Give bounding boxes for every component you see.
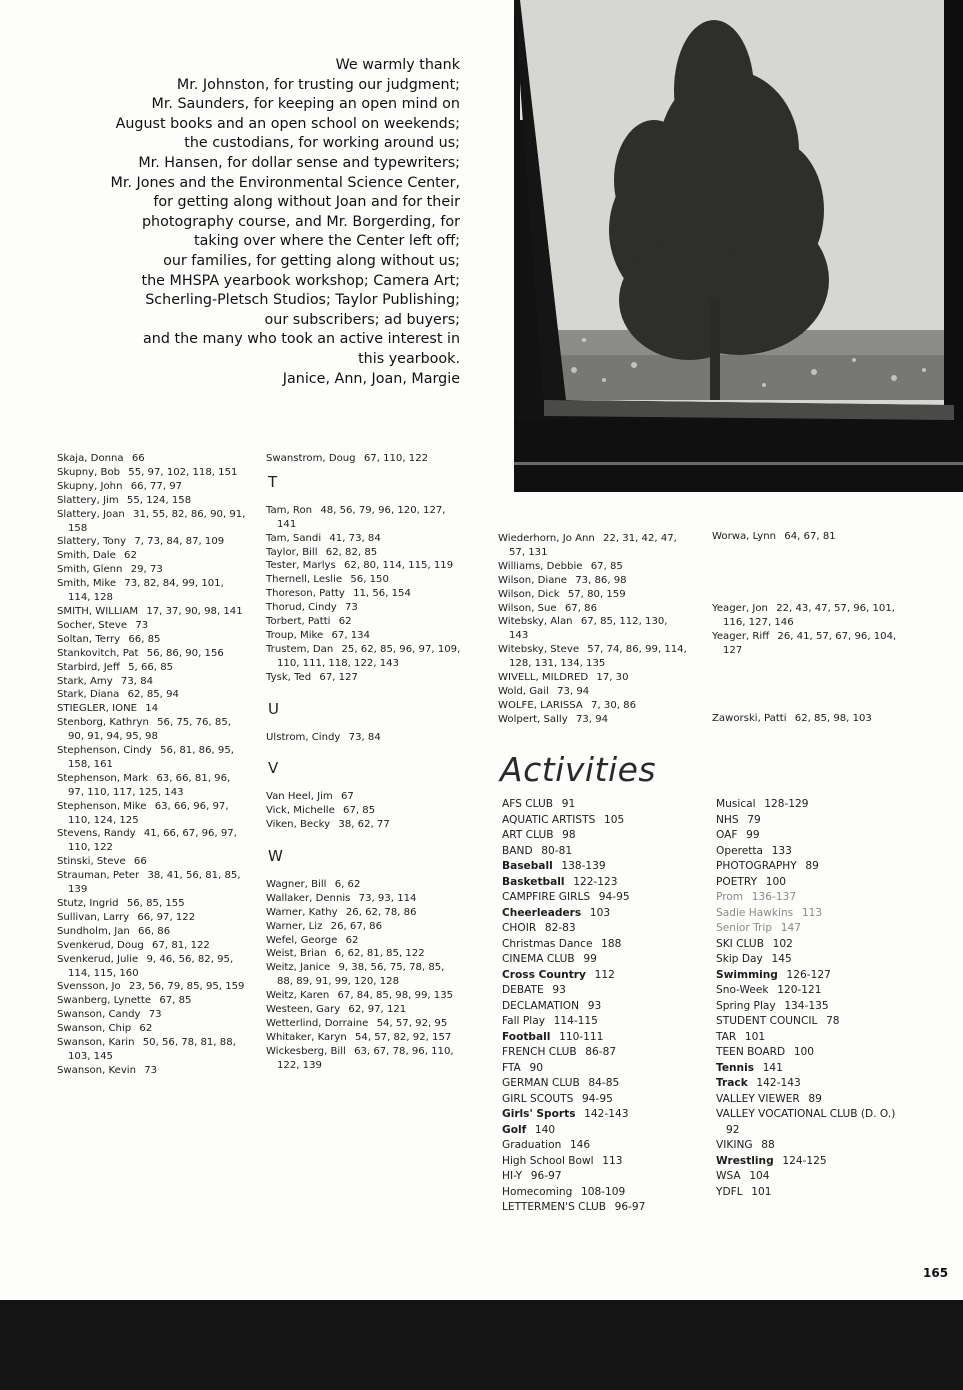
- activity-entry: [502, 1169, 697, 1185]
- window-tree-photo: [514, 0, 963, 492]
- index-entry: Socher, Steve 73: [57, 619, 149, 631]
- index-entry: Weitz, Karen 67, 84, 85, 98, 99, 135: [266, 990, 454, 1002]
- activity-name: FTA: [502, 1061, 521, 1074]
- acknowledgement-line: for getting along without Joan and for their: [153, 194, 460, 211]
- activity-name: Senior Trip: [716, 922, 773, 934]
- index-column-4-middle: [712, 602, 902, 658]
- index-entry: Skaja, Donna 66: [57, 453, 145, 464]
- index-entry: Torbert, Patti 62: [266, 616, 352, 628]
- activity-name: Golf: [502, 1123, 527, 1136]
- activity-entry: [502, 1185, 697, 1201]
- index-entry: Weitz, Janice 9, 38, 56, 75, 78, 85, 88, 89, 91, 99, 120, 128: [266, 962, 445, 988]
- index-entry: Stark, Diana 62, 85, 94: [57, 689, 179, 701]
- activity-entry: [716, 875, 916, 891]
- index-entry: Swanson, Candy 73: [57, 1009, 162, 1021]
- index-entry: Wefel, George 62: [266, 934, 359, 946]
- activity-name: BAND: [502, 844, 533, 857]
- acknowledgement-text: [20, 56, 460, 389]
- activity-pages: 138-139: [552, 860, 606, 872]
- activity-name: Track: [716, 1077, 748, 1089]
- activity-entry: [716, 813, 916, 829]
- activity-pages: 188: [592, 937, 622, 950]
- acknowledgement-line: the custodians, for working around us;: [184, 135, 460, 152]
- activity-entry: [716, 1138, 916, 1154]
- index-entry: Stinski, Steve 66: [57, 856, 147, 868]
- activity-pages: 113: [593, 1154, 623, 1167]
- index-entry: Stephenson, Cindy 56, 81, 86, 95, 158, 161: [57, 745, 234, 770]
- activity-pages: 108-109: [572, 1185, 626, 1198]
- index-entry: Starbird, Jeff 5, 66, 85: [57, 661, 174, 673]
- activity-name: TAR: [716, 1030, 737, 1043]
- activity-pages: 101: [736, 1030, 766, 1043]
- index-entry: Swanstrom, Doug 67, 110, 122: [266, 453, 429, 464]
- activity-entry: [716, 859, 916, 875]
- acknowledgement-line: photography course, and Mr. Borgerding, for: [141, 213, 460, 230]
- index-entry: Swanson, Kevin 73: [57, 1064, 158, 1076]
- index-entry: Skupny, Bob 55, 97, 102, 118, 151: [57, 466, 238, 478]
- activity-name: AFS CLUB: [502, 798, 554, 810]
- activity-entry: [716, 1169, 916, 1185]
- activity-name: SKI CLUB: [716, 937, 764, 950]
- activity-entry: [716, 1045, 916, 1061]
- activity-entry: [502, 1123, 697, 1139]
- activity-name: Football: [502, 1030, 551, 1043]
- activity-entry: [716, 1107, 916, 1138]
- index-entry: Weist, Brian 6, 62, 81, 85, 122: [266, 948, 425, 960]
- activity-pages: 122-123: [564, 875, 618, 888]
- activity-name: AQUATIC ARTISTS: [502, 813, 596, 826]
- activity-entry: [716, 1185, 916, 1201]
- activity-entry: [502, 937, 697, 953]
- index-entry: Thoreson, Patty 11, 56, 154: [266, 588, 411, 600]
- index-column-3: [498, 532, 688, 727]
- activity-name: Cross Country: [502, 968, 586, 981]
- index-entry: Thorud, Cindy 73: [266, 602, 358, 614]
- activity-name: DECLAMATION: [502, 999, 580, 1012]
- acknowledgement-line: this yearbook.: [358, 350, 460, 367]
- activity-entry: [716, 999, 916, 1015]
- activity-entry: [502, 1030, 697, 1046]
- activity-entry: [716, 1076, 916, 1092]
- index-entry: Swanson, Chip 62: [57, 1023, 153, 1035]
- activity-pages: 93: [579, 999, 602, 1012]
- acknowledgement-line: Janice, Ann, Joan, Margie: [282, 370, 460, 387]
- activity-name: HI-Y: [502, 1170, 523, 1182]
- acknowledgement-line: Mr. Hansen, for dollar sense and typewriters;: [138, 154, 460, 171]
- index-entry: Stark, Amy 73, 84: [57, 675, 154, 687]
- index-entry: Tam, Sandi 41, 73, 84: [266, 532, 381, 544]
- activity-name: NHS: [716, 813, 739, 826]
- activity-entry: [502, 1014, 697, 1030]
- activity-name: Spring Play: [716, 999, 776, 1012]
- activity-name: CHOIR: [502, 922, 537, 934]
- index-entry: Svenkerud, Julie 9, 46, 56, 82, 95, 114, 115, 160: [57, 953, 234, 979]
- activity-name: CINEMA CLUB: [502, 953, 575, 965]
- index-column-1: [57, 452, 247, 1078]
- acknowledgement-line: taking over where the Center left off;: [194, 233, 460, 250]
- index-entry: Taylor, Bill 62, 82, 85: [266, 546, 378, 558]
- activity-name: Prom: [716, 891, 744, 903]
- activity-entry: [716, 921, 916, 937]
- activities-heading: Activities: [500, 750, 657, 789]
- activity-entry: [502, 813, 697, 829]
- index-column-4-bottom: [712, 712, 902, 726]
- activity-pages: 96-97: [605, 1201, 646, 1213]
- index-entry: Strauman, Peter 38, 41, 56, 81, 85, 139: [57, 870, 241, 896]
- index-entry: Van Heel, Jim 67: [266, 791, 354, 803]
- activity-entry: [502, 890, 697, 906]
- activity-name: Skip Day: [716, 953, 763, 965]
- index-entry: Yeager, Riff 26, 41, 57, 67, 96, 104, 127: [712, 630, 897, 656]
- index-entry: Viken, Becky 38, 62, 77: [266, 819, 390, 831]
- activity-entry: [716, 828, 916, 844]
- index-entry: Wold, Gail 73, 94: [498, 685, 590, 697]
- activity-name: Sno-Week: [716, 984, 769, 996]
- activity-entry: [502, 1154, 697, 1170]
- activity-entry: [502, 999, 697, 1015]
- index-entry: Slattery, Jim 55, 124, 158: [57, 494, 192, 506]
- activity-name: High School Bowl: [502, 1154, 594, 1167]
- acknowledgement-line: Mr. Saunders, for keeping an open mind on: [151, 96, 460, 113]
- acknowledgement-line: Mr. Jones and the Environmental Science Center,: [110, 174, 460, 191]
- activity-pages: 88: [752, 1139, 775, 1151]
- activity-entry: [502, 844, 697, 860]
- acknowledgement-line: Scherling-Pletsch Studios; Taylor Publishing;: [145, 292, 460, 309]
- activity-pages: 91: [553, 798, 576, 810]
- activity-entry: [716, 937, 916, 953]
- activity-pages: 79: [738, 813, 761, 826]
- index-entry: Wetterlind, Dorraine 54, 57, 92, 95: [266, 1018, 448, 1029]
- activity-pages: 94-95: [573, 1092, 613, 1105]
- index-entry: Stankovitch, Pat 56, 86, 90, 156: [57, 647, 224, 659]
- activity-entry: [502, 1138, 697, 1154]
- activity-pages: 141: [754, 1061, 783, 1074]
- index-entry: Swanberg, Lynette 67, 85: [57, 995, 192, 1007]
- activity-name: VALLEY VIEWER: [716, 1092, 800, 1105]
- activity-name: Baseball: [502, 860, 553, 872]
- activity-entry: [716, 968, 916, 984]
- index-entry: Williams, Debbie 67, 85: [498, 560, 623, 572]
- activity-entry: [502, 859, 697, 875]
- activity-pages: 89: [796, 860, 819, 872]
- activity-name: CAMPFIRE GIRLS: [502, 891, 591, 903]
- activity-entry: [716, 1154, 916, 1170]
- activity-name: Graduation: [502, 1139, 562, 1151]
- activity-name: Girls' Sports: [502, 1108, 576, 1120]
- index-entry: Smith, Dale 62: [57, 550, 137, 562]
- activity-entry: [716, 1092, 916, 1108]
- activity-name: Basketball: [502, 875, 565, 888]
- activity-name: Wrestling: [716, 1154, 774, 1167]
- activity-pages: 147: [772, 922, 801, 934]
- activity-pages: 140: [526, 1123, 556, 1136]
- activity-entry: [502, 875, 697, 891]
- index-entry: Smith, Mike 73, 82, 84, 99, 101, 114, 128: [57, 578, 224, 604]
- activity-name: Christmas Dance: [502, 937, 593, 950]
- activity-entry: [502, 1200, 697, 1216]
- activity-entry: [716, 1014, 916, 1030]
- index-entry: Wilson, Diane 73, 86, 98: [498, 574, 627, 586]
- activity-name: LETTERMEN'S CLUB: [502, 1201, 606, 1213]
- index-entry: Slattery, Joan 31, 55, 82, 86, 90, 91, 158: [57, 508, 246, 534]
- activity-pages: 101: [742, 1185, 772, 1198]
- index-entry: Slattery, Tony 7, 73, 84, 87, 109: [57, 536, 225, 548]
- index-entry: Stevens, Randy 41, 66, 67, 96, 97, 110, 122: [57, 828, 237, 854]
- index-entry: Worwa, Lynn 64, 67, 81: [712, 531, 836, 542]
- activity-name: STUDENT COUNCIL: [716, 1015, 818, 1027]
- index-entry: Tester, Marlys 62, 80, 114, 115, 119: [266, 560, 454, 572]
- index-entry: Stephenson, Mike 63, 66, 96, 97, 110, 124, 125: [57, 800, 229, 826]
- activity-pages: 99: [574, 953, 597, 965]
- activity-name: DEBATE: [502, 984, 544, 996]
- acknowledgement-line: our subscribers; ad buyers;: [264, 311, 460, 328]
- index-entry: Tam, Ron 48, 56, 79, 96, 120, 127, 141: [266, 504, 446, 530]
- page-number: 165: [923, 1266, 949, 1280]
- activity-pages: 102: [763, 937, 793, 950]
- index-entry: Wiederhorn, Jo Ann 22, 31, 42, 47, 57, 131: [498, 533, 677, 558]
- activity-entry: [502, 1061, 697, 1077]
- activity-entry: [502, 828, 697, 844]
- index-entry: Wilson, Sue 67, 86: [498, 602, 597, 614]
- activity-pages: 84-85: [579, 1077, 620, 1089]
- activity-pages: 133: [763, 844, 792, 857]
- index-entry: Svenkerud, Doug 67, 81, 122: [57, 939, 210, 951]
- index-entry: Wilson, Dick 57, 80, 159: [498, 588, 626, 600]
- activity-name: Musical: [716, 798, 756, 810]
- acknowledgement-line: Mr. Johnston, for trusting our judgment;: [176, 76, 460, 93]
- activity-pages: 80-81: [532, 844, 573, 857]
- bottom-dark-band: [0, 1300, 963, 1390]
- index-entry: Westeen, Gary 62, 97, 121: [266, 1004, 407, 1016]
- index-entry: Thernell, Leslie 56, 150: [266, 574, 389, 586]
- activity-pages: 134-135: [775, 999, 829, 1012]
- acknowledgement-line: August books and an open school on weekends;: [115, 115, 460, 132]
- index-entry: Soltan, Terry 66, 85: [57, 633, 161, 645]
- activity-entry: [716, 797, 916, 813]
- activity-pages: 100: [785, 1046, 815, 1058]
- index-entry: SMITH, WILLIAM 17, 37, 90, 98, 141: [57, 605, 243, 617]
- activities-column-2: [716, 797, 916, 1200]
- index-entry: WOLFE, LARISSA 7, 30, 86: [498, 699, 637, 711]
- index-entry: Tysk, Ted 67, 127: [266, 671, 358, 683]
- activity-pages: 94-95: [590, 891, 630, 903]
- index-entry: Trustem, Dan 25, 62, 85, 96, 97, 109, 110, 111, 118, 122, 143: [266, 643, 461, 669]
- activity-name: VIKING: [716, 1139, 753, 1151]
- activities-column-1: [502, 797, 697, 1216]
- index-entry: Stutz, Ingrid 56, 85, 155: [57, 898, 185, 909]
- activity-name: Homecoming: [502, 1185, 573, 1198]
- activity-pages: 128-129: [755, 798, 809, 810]
- activity-entry: [502, 983, 697, 999]
- activity-entry: [502, 1076, 697, 1092]
- activity-name: GERMAN CLUB: [502, 1077, 580, 1089]
- activity-pages: 112: [585, 968, 615, 981]
- activity-entry: [502, 1107, 697, 1123]
- letter-heading-t: T: [268, 472, 278, 491]
- index-entry: Vick, Michelle 67, 85: [266, 805, 376, 817]
- activity-name: WSA: [716, 1170, 741, 1182]
- index-entry: Wagner, Bill 6, 62: [266, 878, 361, 890]
- index-entry: Whitaker, Karyn 54, 57, 82, 92, 157: [266, 1031, 452, 1043]
- activity-entry: [502, 797, 697, 813]
- index-entry: Stenborg, Kathryn 56, 75, 76, 85, 90, 91, 94, 95, 98: [57, 717, 231, 743]
- index-entry: Zaworski, Patti 62, 85, 98, 103: [712, 713, 872, 724]
- activity-pages: 98: [553, 829, 576, 841]
- activity-pages: 113: [793, 906, 823, 919]
- index-column-4-top: [712, 530, 902, 544]
- index-entry: Sundholm, Jan 66, 86: [57, 925, 171, 937]
- activity-entry: [716, 906, 916, 922]
- activity-entry: [502, 921, 697, 937]
- activity-name: Sadie Hawkins: [716, 906, 794, 919]
- activity-pages: 146: [561, 1139, 591, 1151]
- acknowledgement-line: We warmly thank: [335, 57, 460, 73]
- activity-pages: 105: [595, 813, 625, 826]
- activity-pages: 104: [740, 1170, 770, 1182]
- index-entry: Svensson, Jo 23, 56, 79, 85, 95, 159: [57, 981, 245, 993]
- activity-pages: 100: [757, 875, 786, 888]
- activity-name: POETRY: [716, 875, 758, 888]
- activity-name: Fall Play: [502, 1015, 545, 1027]
- activity-pages: 89: [799, 1092, 822, 1105]
- activity-pages: 142-143: [575, 1108, 629, 1120]
- activity-name: TEEN BOARD: [716, 1046, 786, 1058]
- activity-name: Swimming: [716, 968, 778, 981]
- activity-pages: 93: [543, 984, 566, 996]
- activity-name: VALLEY VOCATIONAL CLUB (D. O.): [716, 1108, 896, 1120]
- activity-name: OAF: [716, 829, 738, 841]
- activity-entry: [716, 1061, 916, 1077]
- index-entry: WIVELL, MILDRED 17, 30: [498, 672, 629, 684]
- activity-pages: 86-87: [576, 1046, 617, 1058]
- activity-name: PHOTOGRAPHY: [716, 860, 797, 872]
- activity-pages: 110-111: [550, 1030, 604, 1043]
- activity-name: GIRL SCOUTS: [502, 1092, 574, 1105]
- activity-pages: 124-125: [773, 1154, 827, 1167]
- index-entry: Wickesberg, Bill 63, 67, 78, 96, 110, 122, 139: [266, 1045, 454, 1071]
- activity-pages: 82-83: [536, 922, 576, 934]
- activity-entry: [502, 1045, 697, 1061]
- activity-name: FRENCH CLUB: [502, 1046, 577, 1058]
- activity-pages: 142-143: [747, 1077, 801, 1089]
- activity-pages: 126-127: [777, 968, 831, 981]
- activity-entry: [502, 906, 697, 922]
- activity-name: YDFL: [716, 1185, 743, 1198]
- index-entry: Warner, Kathy 26, 62, 78, 86: [266, 906, 417, 918]
- activity-name: Tennis: [716, 1061, 755, 1074]
- letter-heading-w: W: [268, 847, 283, 866]
- letter-heading-u: U: [268, 699, 279, 718]
- index-entry: Skupny, John 66, 77, 97: [57, 480, 183, 492]
- activity-entry: [502, 968, 697, 984]
- activity-pages: 103: [581, 906, 611, 919]
- activity-entry: [716, 983, 916, 999]
- activity-pages: 96-97: [522, 1170, 562, 1182]
- index-entry: Witebsky, Steve 57, 74, 86, 99, 114, 128, 131, 134, 135: [498, 644, 687, 670]
- index-entry: Yeager, Jon 22, 43, 47, 57, 96, 101, 116, 127, 146: [712, 603, 895, 628]
- activity-pages: 99: [737, 829, 760, 841]
- index-entry: Wolpert, Sally 73, 94: [498, 713, 609, 725]
- activity-pages: 90: [520, 1061, 543, 1074]
- activity-entry: [716, 952, 916, 968]
- activity-entry: [502, 1092, 697, 1108]
- activity-name: Operetta: [716, 844, 764, 857]
- index-entry: Witebsky, Alan 67, 85, 112, 130, 143: [498, 616, 668, 642]
- activity-entry: [716, 844, 916, 860]
- index-column-2: [266, 452, 462, 1073]
- activity-entry: [502, 952, 697, 968]
- index-entry: Sullivan, Larry 66, 97, 122: [57, 911, 196, 923]
- activity-pages: 120-121: [768, 984, 822, 996]
- activity-pages: 92: [726, 1108, 901, 1136]
- activity-pages: 78: [817, 1015, 840, 1027]
- activity-entry: [716, 1030, 916, 1046]
- letter-heading-v: V: [268, 759, 279, 778]
- index-entry: Warner, Liz 26, 67, 86: [266, 920, 383, 932]
- activity-pages: 114-115: [544, 1015, 598, 1027]
- acknowledgement-line: the MHSPA yearbook workshop; Camera Art;: [141, 272, 460, 289]
- index-entry: Smith, Glenn 29, 73: [57, 564, 163, 576]
- acknowledgement-line: our families, for getting along without us;: [163, 252, 460, 269]
- index-entry: Swanson, Karin 50, 56, 78, 81, 88, 103, 145: [57, 1037, 236, 1062]
- index-entry: Wallaker, Dennis 73, 93, 114: [266, 892, 417, 904]
- activity-entry: [716, 890, 916, 906]
- activity-name: Cheerleaders: [502, 906, 582, 919]
- index-entry: Ulstrom, Cindy 73, 84: [266, 731, 381, 743]
- activity-name: ART CLUB: [502, 829, 554, 841]
- index-entry: Stephenson, Mark 63, 66, 81, 96, 97, 110, 117, 125, 143: [57, 772, 231, 798]
- acknowledgement-line: and the many who took an active interest in: [143, 331, 460, 348]
- tree-photo-image: [514, 0, 963, 492]
- activity-pages: 136-137: [743, 891, 797, 903]
- activity-pages: 145: [762, 953, 792, 965]
- index-entry: STIEGLER, IONE 14: [57, 703, 159, 715]
- index-entry: Troup, Mike 67, 134: [266, 629, 370, 641]
